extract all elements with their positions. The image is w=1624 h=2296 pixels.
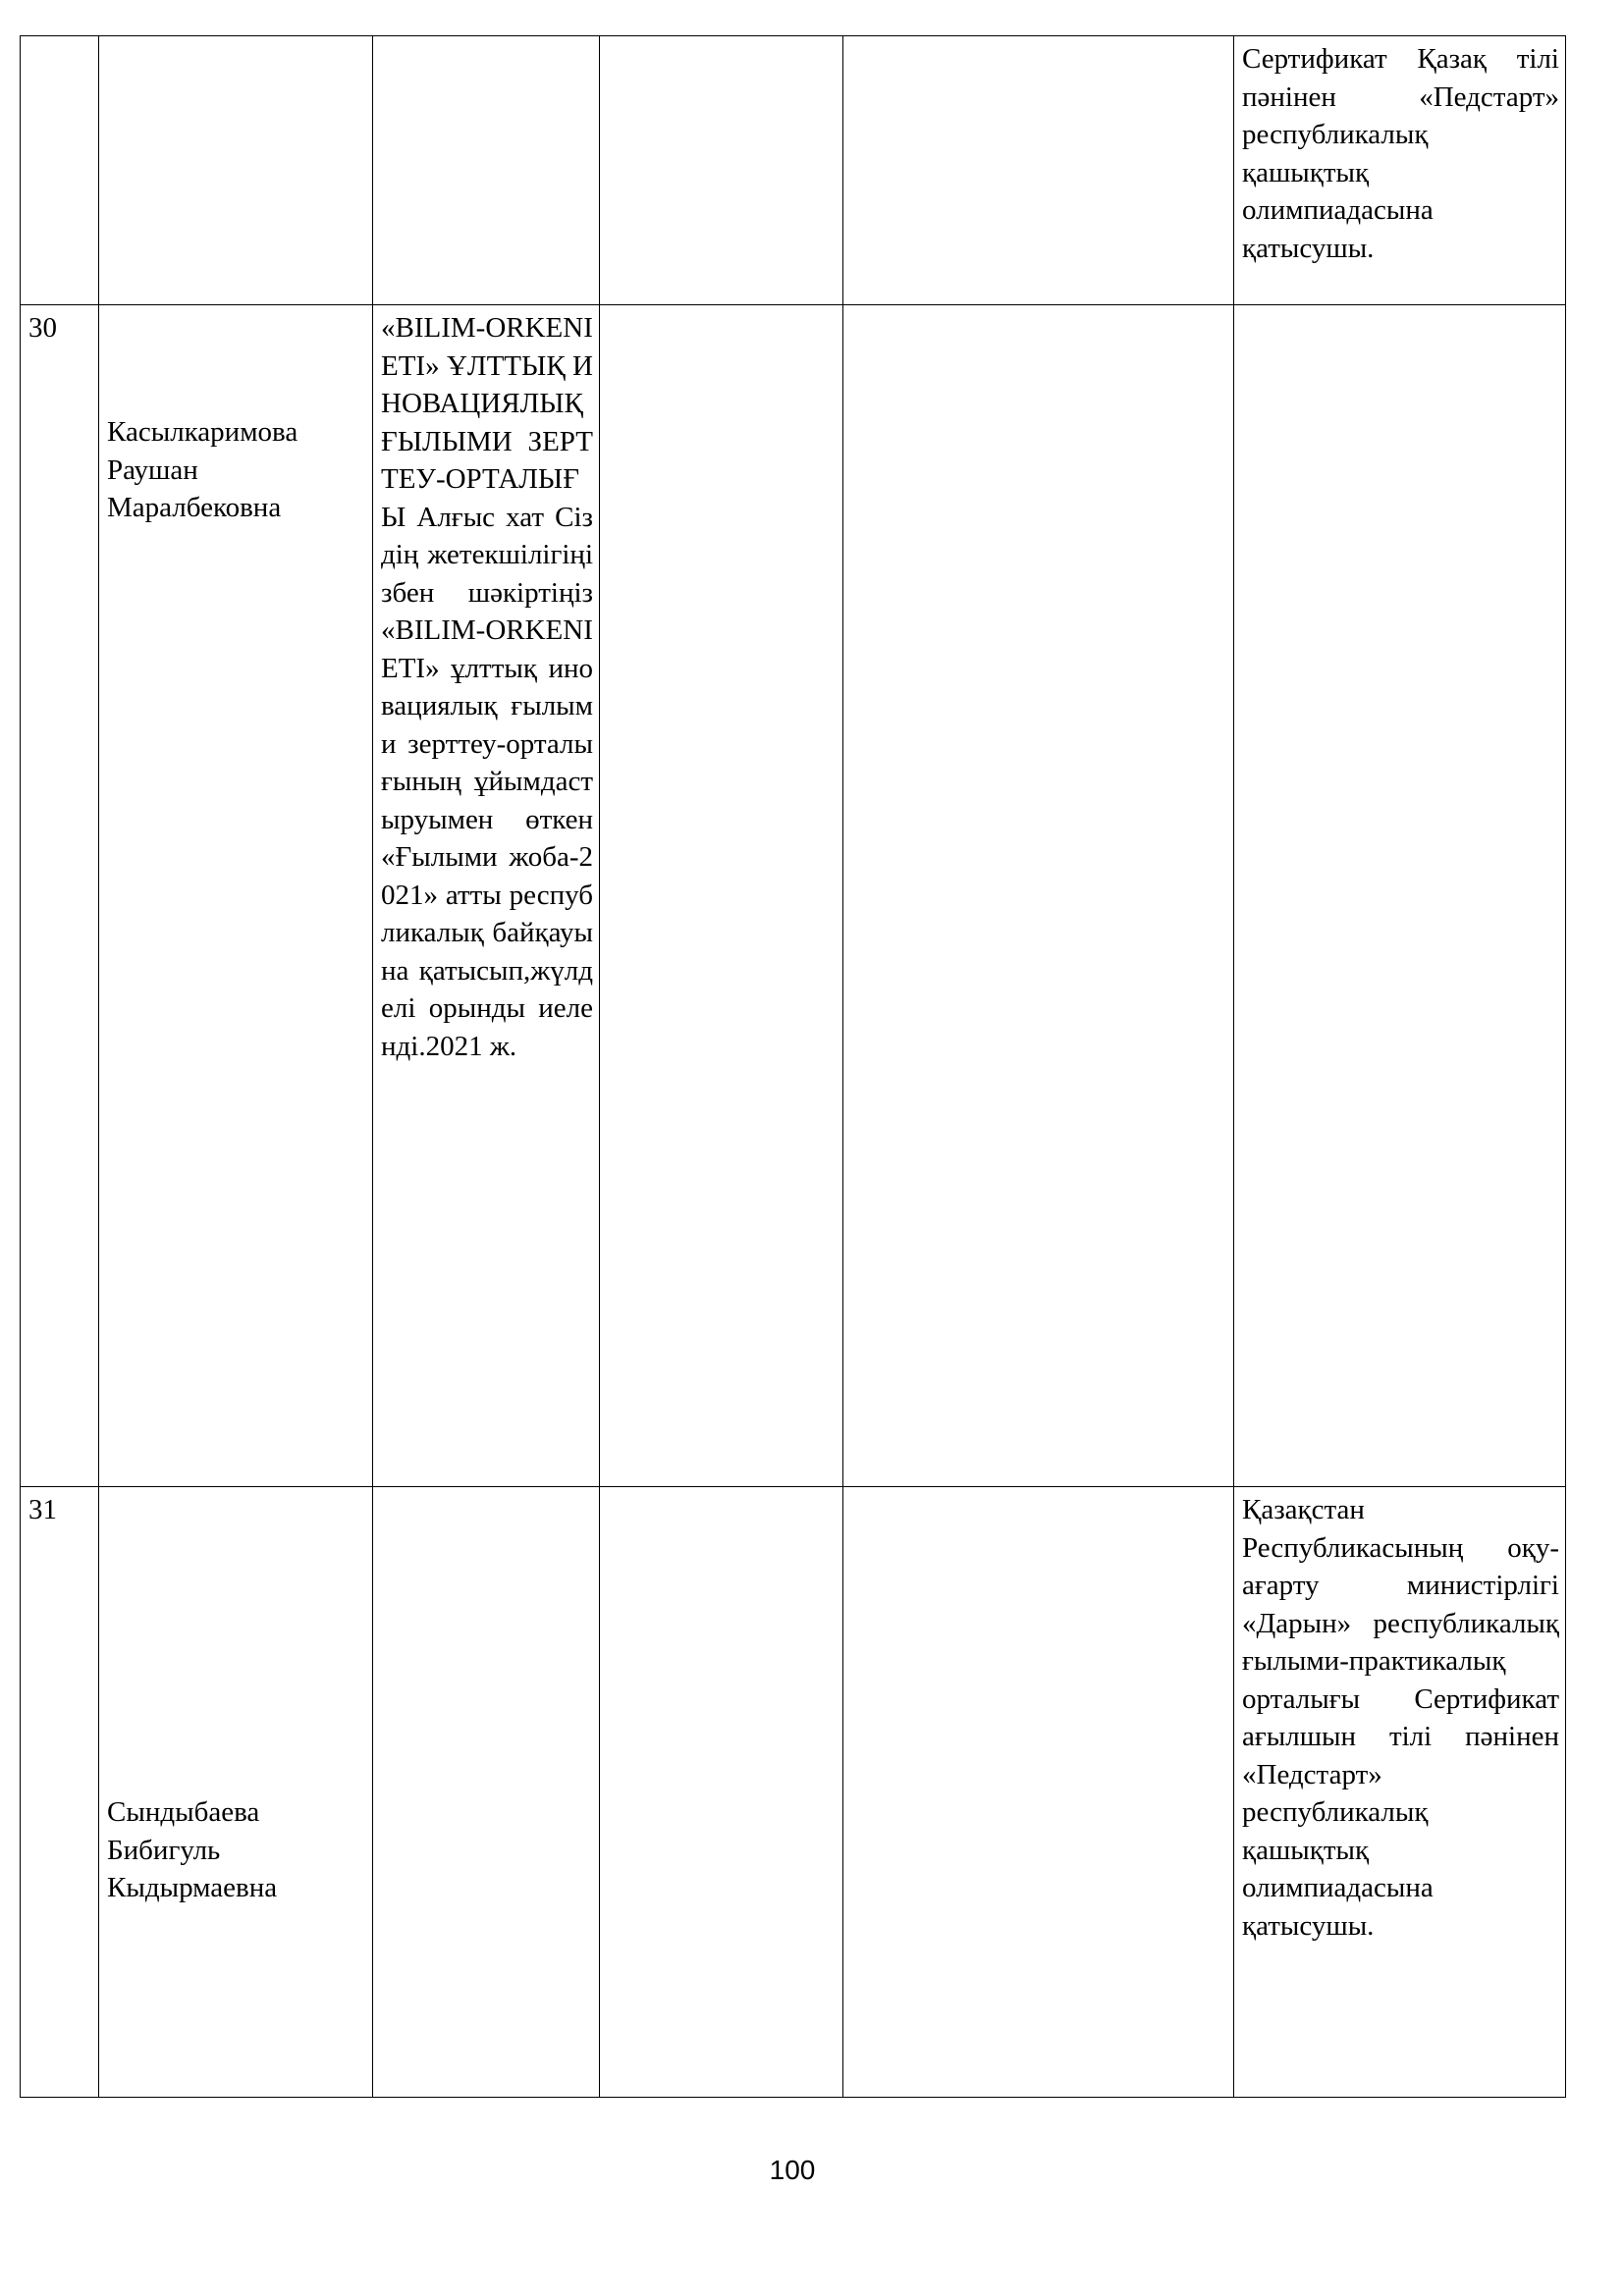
cell-name (99, 305, 373, 1487)
cell-col3 (373, 36, 600, 305)
cell-name (99, 36, 373, 305)
table-row (21, 36, 1566, 305)
table-row (21, 1487, 1566, 2098)
cell-name (99, 1487, 373, 2098)
cell-col4 (600, 305, 843, 1487)
cell-number (21, 1487, 99, 2098)
page-number: 100 (769, 2155, 816, 2185)
cell-number (21, 305, 99, 1487)
award-text: «BILIM-ORKENIETI» ҰЛТТЫҚ ИНОВАЦИЯЛЫҚ ҒЫЛЫМИ ЗЕРТТЕУ-ОРТАЛЫҒЫ Алғыс хат Сіздің жетекшілігіңізбен шәкіртіңіз «BILIM-ORKENIETI» ұлттық иновациялық ғылыми зерттеу-орталығының ұйымдастыруымен өткен «Ғылыми жоба-2021» атты республикалық байқауына қатысып,жүлделі орынды иеленді.2021 ж. (381, 312, 593, 1062)
awards-table (20, 35, 1566, 2098)
table-row (21, 305, 1566, 1487)
certificate-text: Қазақстан Республикасының оқу-ағарту министірлігі «Дарын» республикалық ғылыми-практикалық орталығы Сертификат ағылшын тілі пәнінен «Педстарт» республикалық қашықтық олимпиадасына қатысушы. (1242, 1494, 1559, 1942)
cell-col3 (373, 1487, 600, 2098)
person-name: Касылкаримова Раушан Маралбековна (107, 416, 298, 523)
cell-col6 (1234, 305, 1566, 1487)
certificate-text: Сертификат Қазақ тілі пәнінен «Педстарт» республикалық қашықтық олимпиадасына қатысушы. (1242, 43, 1559, 264)
cell-col3 (373, 305, 600, 1487)
cell-col5 (843, 1487, 1234, 2098)
cell-col5 (843, 305, 1234, 1487)
cell-col6 (1234, 36, 1566, 305)
person-name: Сындыбаева Бибигуль Кыдырмаевна (107, 1796, 278, 1903)
cell-number (21, 36, 99, 305)
row-number: 30 (28, 312, 57, 344)
cell-col4 (600, 36, 843, 305)
row-number: 31 (28, 1494, 57, 1525)
cell-col4 (600, 1487, 843, 2098)
cell-col6 (1234, 1487, 1566, 2098)
cell-col5 (843, 36, 1234, 305)
